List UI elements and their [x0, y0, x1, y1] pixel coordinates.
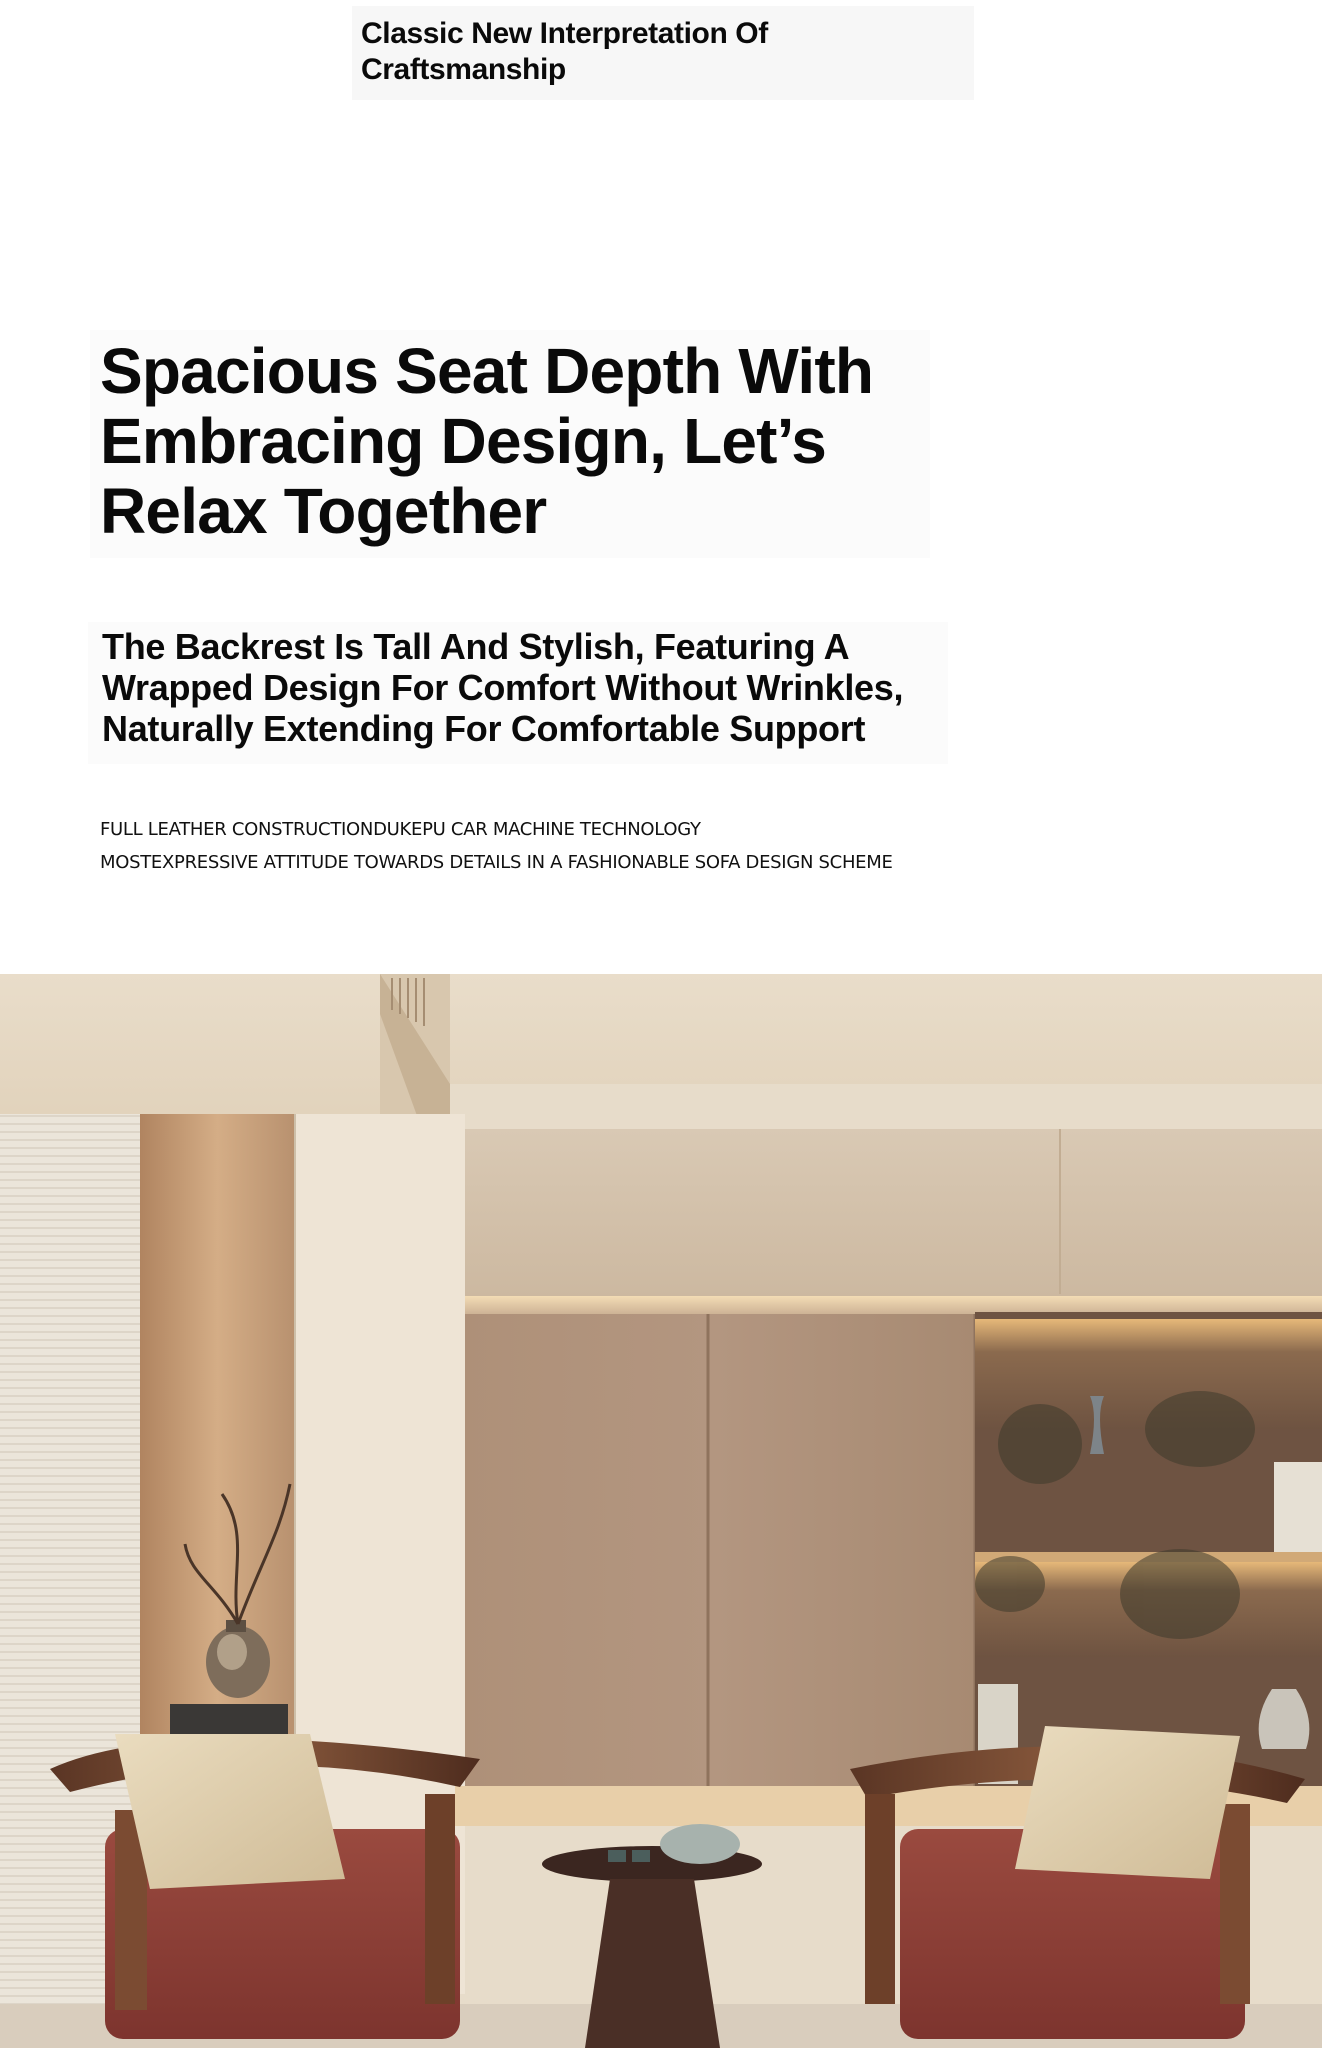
detail-caption-line-1: FULL LEATHER CONSTRUCTIONDUKEPU CAR MACHINE TECHNOLOGY [100, 819, 701, 840]
banner-title-line-1: Classic New Interpretation Of [361, 17, 768, 50]
headline-line-1: Spacious Seat Depth With [100, 335, 874, 407]
headline-line-2: Embracing Design, Let’s [100, 405, 827, 477]
detail-caption-line-2: MOSTEXPRESSIVE ATTITUDE TOWARDS DETAILS IN A FASHIONABLE SOFA DESIGN SCHEME [100, 852, 893, 873]
section-subheading [88, 622, 948, 764]
banner-title-line-2: Craftsmanship [361, 53, 566, 86]
subhead-line-1: The Backrest Is Tall And Stylish, Featuring A [102, 626, 850, 667]
detail-caption [100, 813, 1050, 879]
subhead-line-3: Naturally Extending For Comfortable Support [102, 708, 866, 749]
section-headline [90, 330, 930, 558]
product-photo [0, 974, 1322, 2048]
subhead-line-2: Wrapped Design For Comfort Without Wrinkles, [102, 667, 904, 708]
headline-line-3: Relax Together [100, 475, 547, 547]
top-banner [352, 6, 974, 100]
